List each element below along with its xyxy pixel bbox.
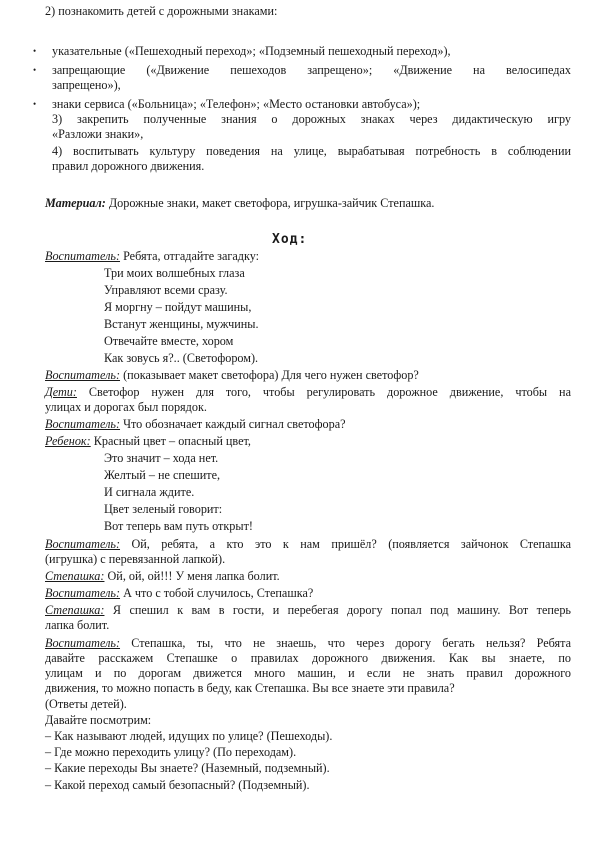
goal-bullet-1: указательные («Пешеходный переход»; «Подземный пешеходный переход»), [52, 44, 451, 58]
speech-text: Я спешил к вам в гости, и перебегая дорогу попал под машину. Вот теперь [104, 603, 571, 617]
speaker-label: Степашка: [45, 603, 105, 617]
goal-bullet-2-cont: запрещено»), [52, 78, 121, 92]
goal-item-2: 2) познакомить детей с дорожными знаками: [45, 4, 278, 18]
closing-line: – Где можно переходить улицу? (По переходам). [45, 745, 297, 759]
dialogue-cont: лапка болит. [45, 618, 110, 632]
riddle-line: Три моих волшебных глаза [104, 266, 245, 280]
dialogue-cont: (Ответы детей). [45, 697, 127, 711]
material-line [45, 196, 434, 211]
dialogue-line [45, 603, 571, 618]
speech-text: Ой, ой, ой!!! У меня лапка болит. [104, 569, 280, 583]
riddle-line: Отвечайте вместе, хором [104, 334, 234, 348]
speaker-label: Воспитатель: [45, 586, 121, 600]
dialogue-line [45, 249, 259, 264]
dialogue-line [45, 368, 419, 383]
goal-bullet-3: знаки сервиса («Больница»; «Телефон»; «Место остановки автобуса»); [52, 97, 421, 111]
material-label: Материал: [45, 196, 106, 210]
speaker-label: Дети: [45, 385, 77, 399]
speaker-label: Воспитатель: [45, 537, 121, 551]
speaker-label: Воспитатель: [45, 249, 121, 263]
material-text: Дорожные знаки, макет светофора, игрушка-зайчик Степашка. [105, 196, 435, 210]
dialogue-line [45, 569, 280, 584]
goal-item-3: 3) закрепить полученные знания о дорожных знаках через дидактическую игру [52, 112, 571, 126]
bullet-icon: • [33, 46, 37, 56]
speech-text: Степашка, ты, что не знаешь, что через дорогу бегать нельзя? Ребята [120, 636, 571, 650]
riddle-line: Как зовусь я?.. (Светофором). [104, 351, 259, 365]
bullet-icon: • [33, 99, 37, 109]
closing-line: – Как называют людей, идущих по улице? (Пешеходы). [45, 729, 333, 743]
riddle-line: Вот теперь вам путь открыт! [104, 519, 253, 533]
dialogue-line [45, 434, 251, 449]
speech-text: Красный цвет – опасный цвет, [90, 434, 251, 448]
goal-item-3-cont: «Разложи знаки», [52, 127, 144, 141]
goal-item-4-cont: правил дорожного движения. [52, 159, 205, 173]
riddle-line: Цвет зеленый говорит: [104, 502, 223, 516]
dialogue-line [45, 385, 571, 400]
speaker-label: Степашка: [45, 569, 105, 583]
speech-text: (показывает макет светофора) Для чего нужен светофор? [120, 368, 419, 382]
dialogue-line [45, 537, 571, 552]
closing-line: – Какой переход самый безопасный? (Подземный). [45, 778, 310, 792]
bullet-icon: • [33, 65, 37, 75]
speech-text: Ребята, отгадайте загадку: [120, 249, 260, 263]
speech-text: А что с тобой случилось, Степашка? [120, 586, 314, 600]
closing-line: Давайте посмотрим: [45, 713, 152, 727]
dialogue-cont: улицам и по дорогам движется много машин, и если не знать правил дорожного [45, 666, 571, 680]
riddle-line: Встанут женщины, мужчины. [104, 317, 259, 331]
speaker-label: Воспитатель: [45, 368, 121, 382]
goal-bullet-2: запрещающие («Движение пешеходов запрещено»; «Движение на велосипедах [52, 63, 571, 77]
dialogue-line [45, 586, 313, 601]
riddle-line: Это значит – хода нет. [104, 451, 219, 465]
closing-line: – Какие переходы Вы знаете? (Наземный, подземный). [45, 761, 330, 775]
dialogue-cont: движения, то можно попасть в беду, как Степашка. Вы все знаете эти правила? [45, 681, 455, 695]
riddle-line: И сигнала ждите. [104, 485, 195, 499]
speech-text: Светофор нужен для того, чтобы регулировать дорожное движение, чтобы на [76, 385, 571, 399]
dialogue-cont: (игрушка) с перевязанной лапкой). [45, 552, 226, 566]
dialogue-cont: улицах и дорогах был порядок. [45, 400, 207, 414]
riddle-line: Управляют всеми сразу. [104, 283, 228, 297]
speaker-label: Воспитатель: [45, 636, 121, 650]
speaker-label: Ребенок: [45, 434, 91, 448]
speech-text: Что обозначает каждый сигнал светофора? [120, 417, 346, 431]
speaker-label: Воспитатель: [45, 417, 121, 431]
speech-text: Ой, ребята, а кто это к нам пришёл? (появляется зайчонок Степашка [120, 537, 571, 551]
goal-item-4: 4) воспитывать культуру поведения на улице, вырабатывая потребность в соблюдении [52, 144, 571, 158]
riddle-line: Я моргну – пойдут машины, [104, 300, 252, 314]
dialogue-line [45, 417, 346, 432]
section-heading: Ход: [272, 232, 308, 247]
dialogue-line [45, 636, 571, 651]
dialogue-cont: давайте расскажем Степашке о правилах дорожного движения. Как вы знаете, по [45, 651, 571, 665]
riddle-line: Желтый – не спешите, [104, 468, 221, 482]
